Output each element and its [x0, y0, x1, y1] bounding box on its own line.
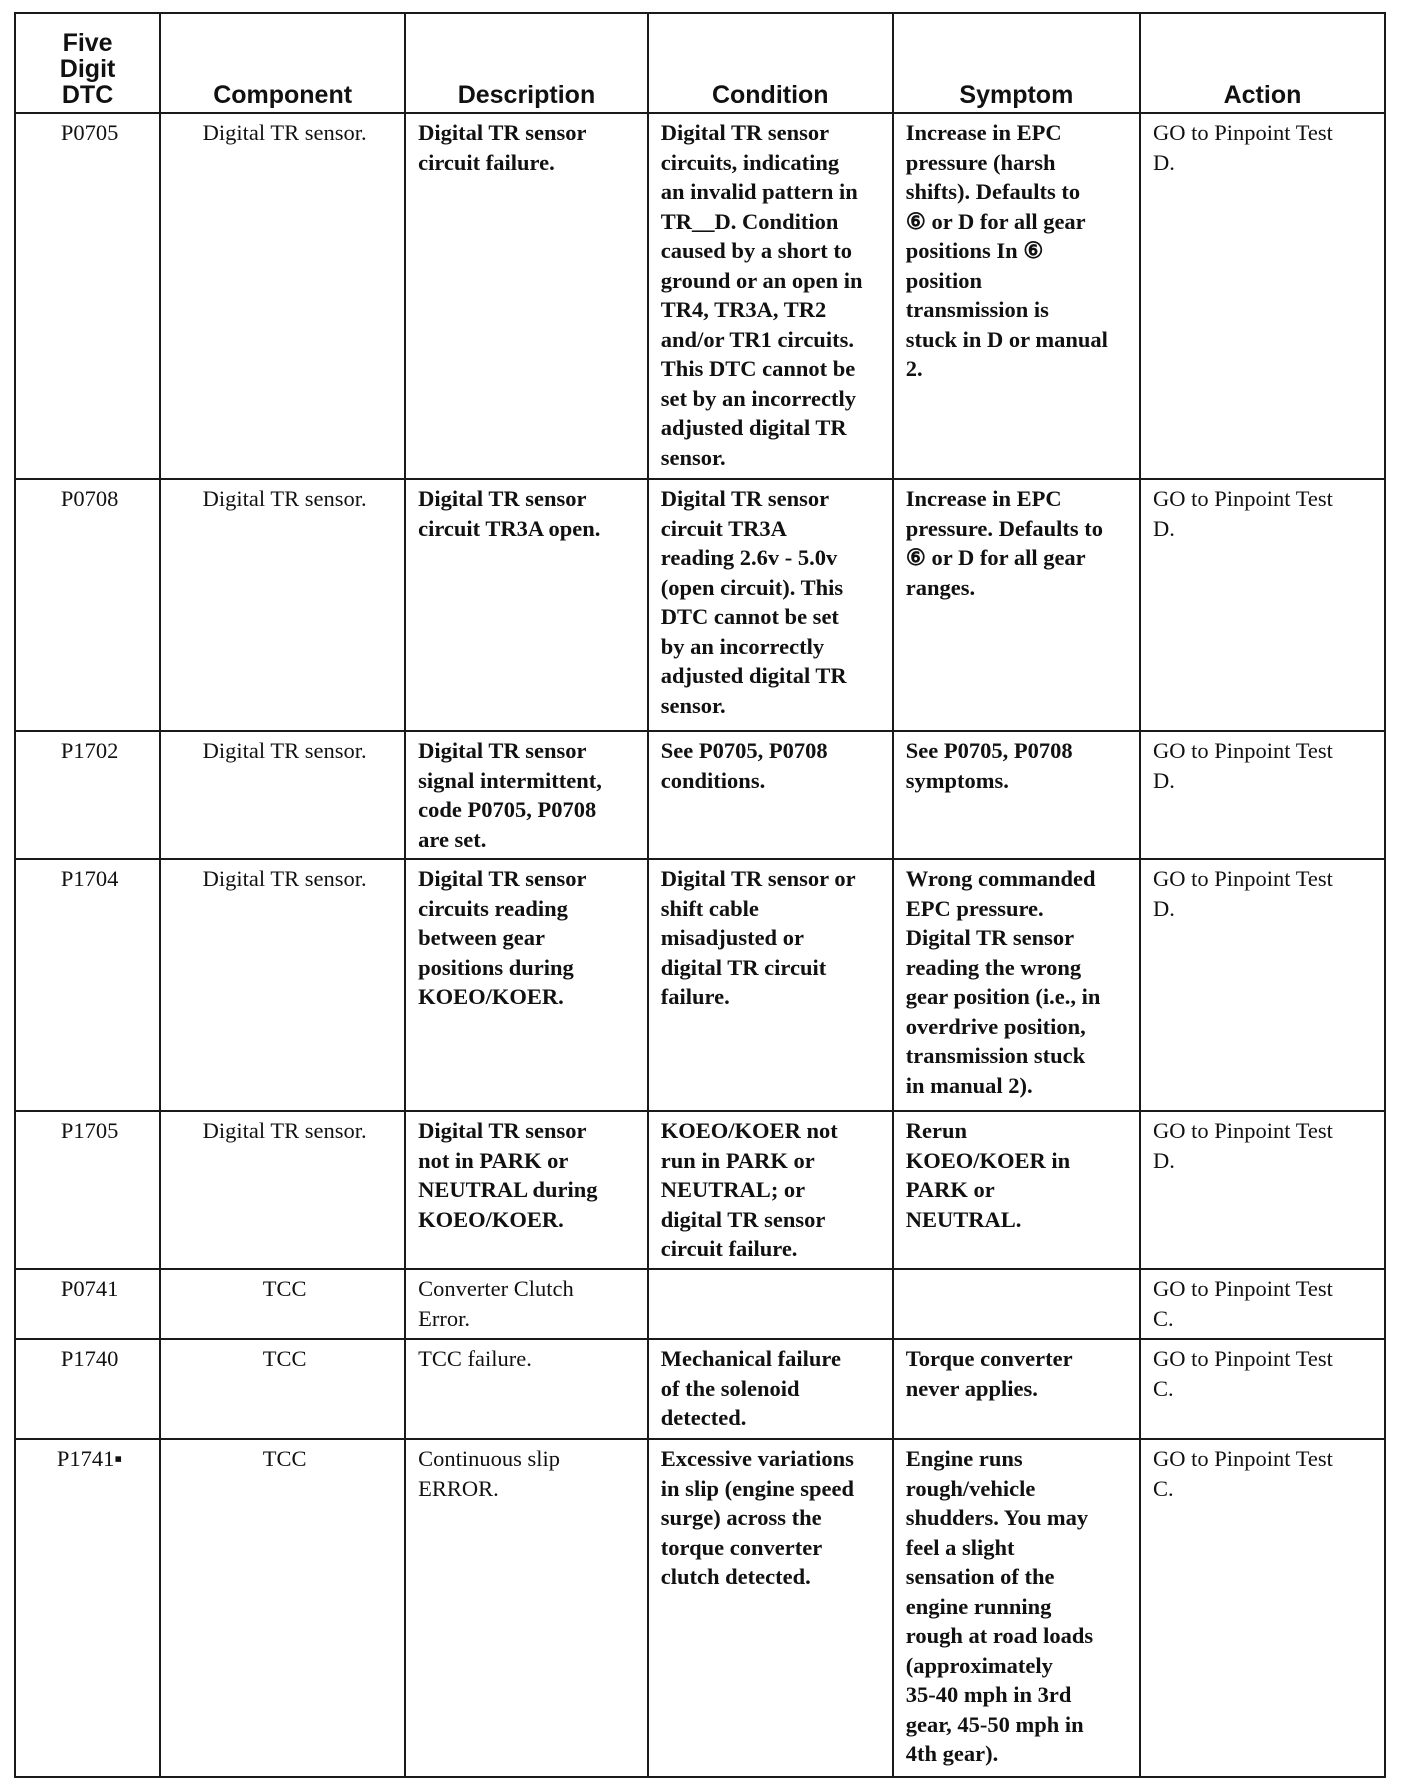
action-cell: GO to Pinpoint Test C.	[1140, 1269, 1385, 1339]
description-cell: Digital TR sensor circuit TR3A open.	[405, 479, 648, 731]
dtc-code-cell: P1740	[15, 1339, 160, 1439]
component-cell: Digital TR sensor.	[160, 1111, 405, 1269]
header-component: Component	[160, 13, 405, 113]
symptom-cell: Increase in EPC pressure. Defaults to ⑥ or D for all gear ranges.	[893, 479, 1140, 731]
document-page	[14, 12, 1386, 1778]
table-row	[15, 859, 1385, 1111]
symptom-cell: Wrong commanded EPC pressure. Digital TR sensor reading the wrong gear position (i.e., in overdrive position, transmission stuck in manual 2).	[893, 859, 1140, 1111]
dtc-code-cell: P1702	[15, 731, 160, 859]
symptom-cell	[893, 1269, 1140, 1339]
dtc-table	[14, 12, 1386, 1778]
component-cell: TCC	[160, 1339, 405, 1439]
component-cell: TCC	[160, 1439, 405, 1777]
action-cell: GO to Pinpoint Test D.	[1140, 859, 1385, 1111]
condition-cell	[648, 1269, 893, 1339]
action-cell: GO to Pinpoint Test D.	[1140, 1111, 1385, 1269]
header-row	[15, 13, 1385, 113]
symptom-cell: See P0705, P0708 symptoms.	[893, 731, 1140, 859]
header-condition: Condition	[648, 13, 893, 113]
symptom-cell: Increase in EPC pressure (harsh shifts). Defaults to ⑥ or D for all gear positions In ⑥ position transmission is stuck in D or manual 2.	[893, 113, 1140, 479]
header-symptom: Symptom	[893, 13, 1140, 113]
action-cell: GO to Pinpoint Test C.	[1140, 1439, 1385, 1777]
description-cell: Digital TR sensor signal intermittent, code P0705, P0708 are set.	[405, 731, 648, 859]
description-cell: Converter Clutch Error.	[405, 1269, 648, 1339]
component-cell: Digital TR sensor.	[160, 113, 405, 479]
action-cell: GO to Pinpoint Test D.	[1140, 479, 1385, 731]
condition-cell: KOEO/KOER not run in PARK or NEUTRAL; or digital TR sensor circuit failure.	[648, 1111, 893, 1269]
table-row	[15, 1439, 1385, 1777]
dtc-code-cell: P1705	[15, 1111, 160, 1269]
header-dtc: Five Digit DTC	[15, 13, 160, 113]
symptom-cell: Rerun KOEO/KOER in PARK or NEUTRAL.	[893, 1111, 1140, 1269]
dtc-code-cell: P0708	[15, 479, 160, 731]
condition-cell: Mechanical failure of the solenoid detected.	[648, 1339, 893, 1439]
dtc-code-cell: P1704	[15, 859, 160, 1111]
condition-cell: Digital TR sensor or shift cable misadjusted or digital TR circuit failure.	[648, 859, 893, 1111]
table-row	[15, 1269, 1385, 1339]
dtc-code-cell: P0705	[15, 113, 160, 479]
dtc-code-cell: P0741	[15, 1269, 160, 1339]
table-row	[15, 479, 1385, 731]
header-description: Description	[405, 13, 648, 113]
description-cell: TCC failure.	[405, 1339, 648, 1439]
condition-cell: See P0705, P0708 conditions.	[648, 731, 893, 859]
description-cell: Digital TR sensor circuits reading between gear positions during KOEO/KOER.	[405, 859, 648, 1111]
action-cell: GO to Pinpoint Test C.	[1140, 1339, 1385, 1439]
table-row	[15, 113, 1385, 479]
component-cell: Digital TR sensor.	[160, 479, 405, 731]
condition-cell: Excessive variations in slip (engine speed surge) across the torque converter clutch detected.	[648, 1439, 893, 1777]
symptom-cell: Engine runs rough/vehicle shudders. You may feel a slight sensation of the engine running rough at road loads (approximately 35-40 mph in 3rd gear, 45-50 mph in 4th gear).	[893, 1439, 1140, 1777]
dtc-code-cell: P1741▪	[15, 1439, 160, 1777]
symptom-cell: Torque converter never applies.	[893, 1339, 1140, 1439]
header-action: Action	[1140, 13, 1385, 113]
component-cell: Digital TR sensor.	[160, 859, 405, 1111]
description-cell: Digital TR sensor circuit failure.	[405, 113, 648, 479]
table-row	[15, 731, 1385, 859]
description-cell: Digital TR sensor not in PARK or NEUTRAL during KOEO/KOER.	[405, 1111, 648, 1269]
action-cell: GO to Pinpoint Test D.	[1140, 113, 1385, 479]
condition-cell: Digital TR sensor circuit TR3A reading 2.6v - 5.0v (open circuit). This DTC cannot be set by an incorrectly adjusted digital TR sensor.	[648, 479, 893, 731]
component-cell: Digital TR sensor.	[160, 731, 405, 859]
table-row	[15, 1339, 1385, 1439]
condition-cell: Digital TR sensor circuits, indicating an invalid pattern in TR__D. Condition caused by a short to ground or an open in TR4, TR3A, TR2 and/or TR1 circuits. This DTC cannot be set by an incorrectly adjusted digital TR sensor.	[648, 113, 893, 479]
component-cell: TCC	[160, 1269, 405, 1339]
table-row	[15, 1111, 1385, 1269]
description-cell: Continuous slip ERROR.	[405, 1439, 648, 1777]
action-cell: GO to Pinpoint Test D.	[1140, 731, 1385, 859]
